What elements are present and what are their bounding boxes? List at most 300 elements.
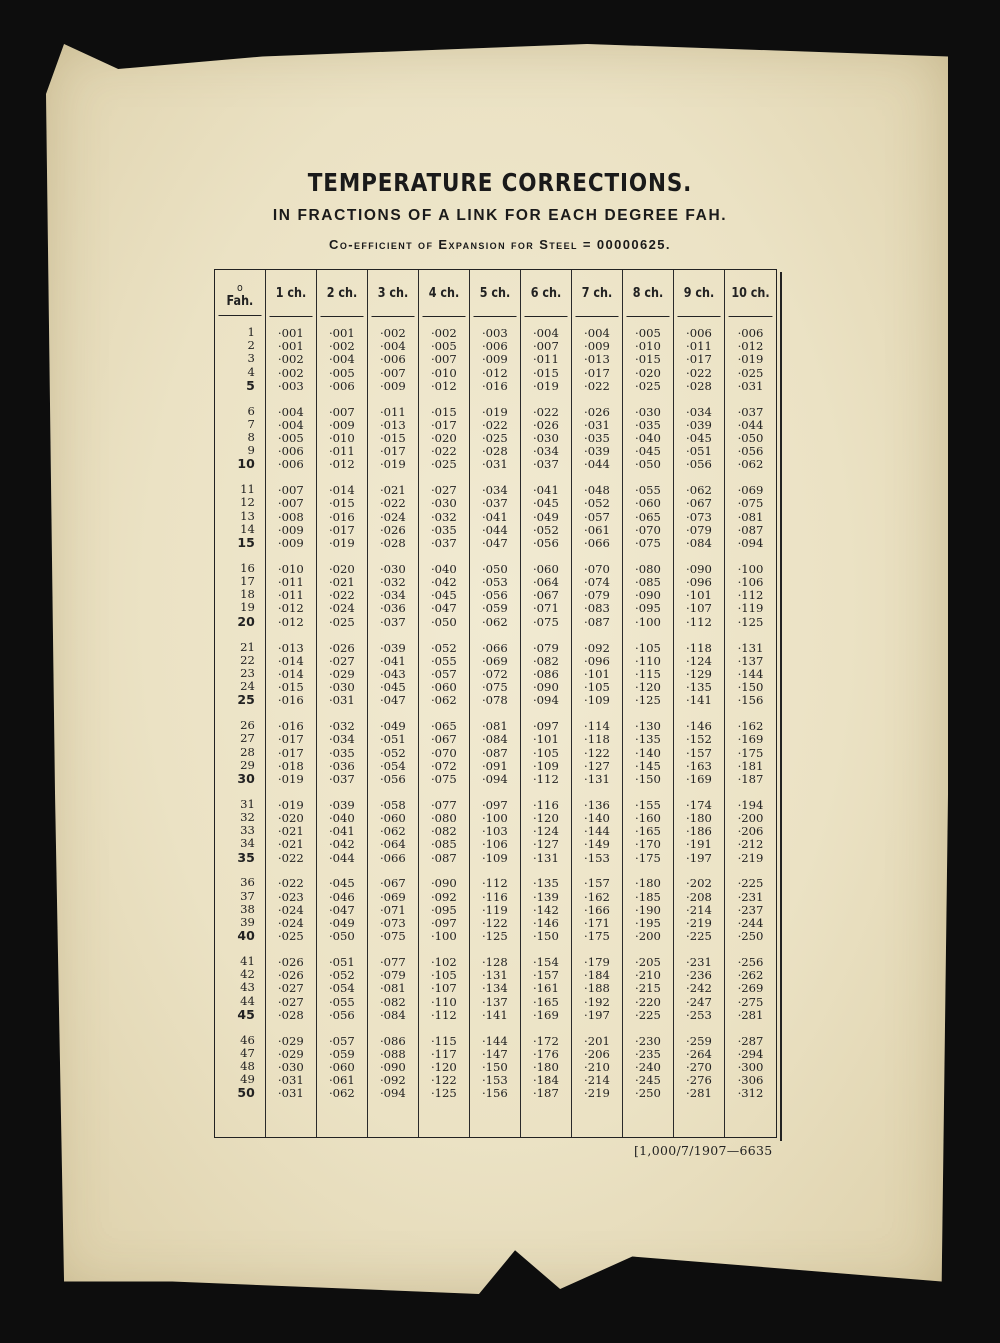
row-group xyxy=(317,484,367,550)
table-cell: ·075 xyxy=(635,536,661,550)
table-cell: ·015 xyxy=(430,404,457,419)
table-cell: ·006 xyxy=(737,326,764,340)
table-cell: ·119 xyxy=(481,902,508,917)
table-cell: ·031 xyxy=(328,693,355,708)
table-cell: ·230 xyxy=(635,1033,661,1048)
table-cell: ·050 xyxy=(430,614,457,629)
table-cell: ·004 xyxy=(379,339,406,354)
table-cell: ·157 xyxy=(584,876,610,891)
table-cell: ·152 xyxy=(686,732,712,747)
table-cell: ·015 xyxy=(635,352,661,367)
table-cell: ·047 xyxy=(328,902,355,917)
table-cell: ·002 xyxy=(379,326,406,340)
table-cell: ·022 xyxy=(328,588,355,603)
table-cell: ·026 xyxy=(379,522,406,537)
table-cell: ·022 xyxy=(481,417,508,432)
table-cell: ·144 xyxy=(737,666,764,681)
table-cell: ·083 xyxy=(584,601,610,616)
table-cell: ·007 xyxy=(277,483,304,498)
table-cell: ·030 xyxy=(533,431,559,445)
row-group xyxy=(572,956,622,1022)
table-cell: ·052 xyxy=(533,522,559,537)
row-group xyxy=(674,877,724,943)
row-group xyxy=(470,406,520,472)
table-cell: ·201 xyxy=(584,1033,610,1048)
table-cell: ·021 xyxy=(379,483,406,498)
row-group xyxy=(317,720,367,786)
table-cell: ·101 xyxy=(584,666,610,681)
corrections-table xyxy=(214,269,777,1138)
table-cell: ·070 xyxy=(635,522,661,537)
row-group xyxy=(725,877,776,943)
table-cell: ·056 xyxy=(686,457,712,472)
table-cell: ·100 xyxy=(430,929,457,944)
table-cell: ·250 xyxy=(635,1086,661,1101)
table-cell: ·017 xyxy=(277,732,304,747)
table-cell: ·006 xyxy=(277,457,304,472)
fah-cell: 23 xyxy=(240,665,255,680)
table-cell: ·060 xyxy=(379,810,406,825)
row-group xyxy=(521,327,571,393)
table-cell: ·171 xyxy=(584,915,610,930)
table-cell: ·225 xyxy=(737,876,764,891)
row-group xyxy=(419,563,469,629)
table-cell: ·039 xyxy=(328,797,355,812)
row-group xyxy=(623,1035,673,1101)
table-cell: ·179 xyxy=(584,955,610,969)
fah-cell: 2 xyxy=(247,338,255,353)
row-group xyxy=(368,1035,418,1101)
table-cell: ·041 xyxy=(328,824,355,839)
table-cell: ·206 xyxy=(584,1046,610,1061)
table-cell: ·200 xyxy=(635,929,661,944)
table-cell: ·127 xyxy=(584,758,610,773)
row-group xyxy=(521,563,571,629)
table-cell: ·019 xyxy=(277,797,304,812)
table-cell: ·055 xyxy=(430,653,457,668)
table-cell: ·105 xyxy=(584,680,610,695)
table-cell: ·067 xyxy=(533,588,559,603)
row-group xyxy=(266,720,316,786)
column-header: 7 ch. xyxy=(575,270,618,317)
row-group xyxy=(368,956,418,1022)
table-cell: ·078 xyxy=(481,693,508,708)
table-cell: ·136 xyxy=(584,797,610,812)
row-group xyxy=(623,484,673,550)
table-cell: ·077 xyxy=(430,797,457,812)
table-cell: ·055 xyxy=(328,994,355,1009)
table-cell: ·034 xyxy=(533,444,559,459)
table-cell: ·022 xyxy=(686,365,712,380)
table-cell: ·090 xyxy=(686,561,712,576)
table-cell: ·042 xyxy=(430,575,457,590)
row-group xyxy=(317,642,367,708)
table-cell: ·122 xyxy=(584,745,610,760)
table-cell: ·144 xyxy=(584,824,610,839)
table-cell: ·064 xyxy=(379,837,406,852)
table-cell: ·031 xyxy=(277,1073,304,1088)
row-group xyxy=(368,327,418,393)
table-cell: ·066 xyxy=(584,536,610,550)
table-cell: ·062 xyxy=(379,824,406,839)
table-cell: ·212 xyxy=(737,837,764,852)
table-cell: ·046 xyxy=(328,889,355,904)
table-cell: ·169 xyxy=(533,1007,559,1022)
table-cell: ·024 xyxy=(328,601,355,616)
table-cell: ·034 xyxy=(379,588,406,603)
table-cell: ·012 xyxy=(481,365,508,380)
table-cell: ·095 xyxy=(635,601,661,616)
row-group xyxy=(521,956,571,1022)
table-cell: ·082 xyxy=(430,824,457,839)
table-cell: ·037 xyxy=(379,614,406,629)
table-cell: ·137 xyxy=(481,994,508,1009)
table-cell: ·131 xyxy=(533,850,559,865)
table-cell: ·161 xyxy=(533,981,559,996)
table-cell: ·011 xyxy=(277,575,304,590)
table-cell: ·187 xyxy=(533,1086,559,1101)
fah-cell: 33 xyxy=(240,823,255,838)
table-cell: ·029 xyxy=(328,666,355,681)
table-cell: ·253 xyxy=(686,1007,712,1022)
fah-cell: 44 xyxy=(240,993,255,1008)
table-cell: ·153 xyxy=(584,850,610,865)
row-group xyxy=(470,642,520,708)
row-group xyxy=(674,720,724,786)
table-cell: ·031 xyxy=(481,457,508,472)
table-cell: ·019 xyxy=(533,378,559,393)
table-cell: ·015 xyxy=(328,496,355,511)
table-cell: ·061 xyxy=(584,522,610,537)
table-cell: ·049 xyxy=(328,915,355,930)
table-cell: ·022 xyxy=(430,444,457,459)
table-cell: ·156 xyxy=(481,1086,508,1101)
table-cell: ·010 xyxy=(430,365,457,380)
table-cell: ·135 xyxy=(635,732,661,747)
row-group xyxy=(215,562,265,628)
table-cell: ·022 xyxy=(584,378,610,393)
table-cell: ·245 xyxy=(635,1073,661,1088)
table-cell: ·101 xyxy=(533,732,559,747)
table-cell: ·109 xyxy=(533,758,559,773)
row-group xyxy=(215,641,265,707)
table-cell: ·035 xyxy=(430,522,457,537)
table-cell: ·035 xyxy=(635,417,661,432)
table-cell: ·135 xyxy=(686,680,712,695)
row-group xyxy=(623,799,673,865)
row-group xyxy=(470,563,520,629)
table-cell: ·242 xyxy=(686,981,712,996)
table-cell: ·025 xyxy=(430,457,457,472)
table-cell: ·032 xyxy=(379,575,406,590)
table-cell: ·047 xyxy=(379,693,406,708)
table-cell: ·041 xyxy=(533,483,559,498)
column-header: 10 ch. xyxy=(729,270,773,317)
table-cell: ·175 xyxy=(737,745,764,760)
fah-cell: 5 xyxy=(246,377,255,393)
table-cell: ·262 xyxy=(737,968,764,983)
coefficient-text: Co-efficient of Expansion for Steel = 00000625. xyxy=(329,237,671,252)
row-group xyxy=(419,1035,469,1101)
row-group xyxy=(725,327,776,393)
table-cell: ·062 xyxy=(686,483,712,498)
table-cell: ·047 xyxy=(430,601,457,616)
table-cell: ·009 xyxy=(481,352,508,367)
table-cell: ·042 xyxy=(328,837,355,852)
table-cell: ·214 xyxy=(686,902,712,917)
table-cell: ·259 xyxy=(686,1033,712,1048)
row-group xyxy=(368,642,418,708)
table-cell: ·139 xyxy=(533,889,559,904)
table-cell: ·024 xyxy=(277,915,304,930)
row-group xyxy=(419,642,469,708)
table-cell: ·005 xyxy=(277,431,304,445)
table-cell: ·147 xyxy=(481,1046,508,1061)
row-group xyxy=(317,799,367,865)
table-cell: ·030 xyxy=(328,680,355,695)
table-cell: ·100 xyxy=(481,810,508,825)
fah-cell: 40 xyxy=(237,928,255,944)
table-cell: ·030 xyxy=(379,561,406,576)
table-cell: ·085 xyxy=(635,575,661,590)
table-cell: ·075 xyxy=(533,614,559,629)
table-cell: ·012 xyxy=(430,378,457,393)
table-cell: ·090 xyxy=(379,1060,406,1074)
table-cell: ·002 xyxy=(430,326,457,340)
row-group xyxy=(572,720,622,786)
table-cell: ·011 xyxy=(686,339,712,354)
table-cell: ·080 xyxy=(430,810,457,825)
table-cell: ·109 xyxy=(584,693,610,708)
table-cell: ·065 xyxy=(635,509,661,524)
table-cell: ·115 xyxy=(635,666,661,681)
table-cell: ·013 xyxy=(584,352,610,367)
table-cell: ·022 xyxy=(277,850,304,865)
table-cell: ·125 xyxy=(635,693,661,708)
table-cell: ·071 xyxy=(379,902,406,917)
column-values xyxy=(266,317,316,1101)
table-cell: ·187 xyxy=(737,771,764,786)
table-cell: ·048 xyxy=(584,483,610,498)
fah-cell: 30 xyxy=(237,770,255,786)
column-values xyxy=(317,317,367,1101)
table-cell: ·154 xyxy=(533,955,559,969)
table-cell: ·235 xyxy=(635,1046,661,1061)
table-cell: ·072 xyxy=(430,758,457,773)
table-cell: ·112 xyxy=(737,588,764,603)
row-group xyxy=(215,876,265,942)
column-values xyxy=(674,317,724,1101)
table-cell: ·287 xyxy=(737,1033,764,1048)
table-cell: ·011 xyxy=(277,588,304,603)
fah-cell: 28 xyxy=(240,744,255,759)
table-cell: ·115 xyxy=(430,1033,457,1048)
table-cell: ·036 xyxy=(379,601,406,616)
table-cell: ·027 xyxy=(328,653,355,668)
table-cell: ·106 xyxy=(481,837,508,852)
table-cell: ·141 xyxy=(481,1007,508,1022)
table-cell: ·114 xyxy=(584,719,610,734)
table-cell: ·150 xyxy=(481,1060,508,1074)
table-cell: ·231 xyxy=(737,889,764,904)
table-cell: ·181 xyxy=(737,758,764,773)
table-cell: ·087 xyxy=(584,614,610,629)
table-cell: ·037 xyxy=(481,496,508,511)
table-cell: ·090 xyxy=(430,876,457,891)
table-cell: ·004 xyxy=(533,326,559,340)
table-cell: ·006 xyxy=(379,352,406,367)
row-group xyxy=(317,877,367,943)
table-cell: ·041 xyxy=(379,653,406,668)
table-cell: ·145 xyxy=(635,758,661,773)
table-cell: ·012 xyxy=(277,601,304,616)
row-group xyxy=(368,799,418,865)
table-cell: ·200 xyxy=(737,810,764,825)
row-group xyxy=(572,877,622,943)
table-cell: ·219 xyxy=(737,850,764,865)
table-cell: ·175 xyxy=(635,850,661,865)
table-cell: ·011 xyxy=(533,352,559,367)
row-group xyxy=(725,720,776,786)
table-cell: ·043 xyxy=(379,666,406,681)
table-cell: ·202 xyxy=(686,876,712,891)
table-cell: ·006 xyxy=(328,378,355,393)
table-cell: ·135 xyxy=(533,876,559,891)
table-cell: ·001 xyxy=(277,326,304,340)
table-cell: ·010 xyxy=(277,561,304,576)
fah-cell: 43 xyxy=(240,980,255,995)
table-cell: ·037 xyxy=(328,771,355,786)
table-cell: ·208 xyxy=(686,889,712,904)
row-group xyxy=(215,405,265,471)
table-cell: ·049 xyxy=(533,509,559,524)
table-cell: ·066 xyxy=(481,640,508,655)
table-cell: ·105 xyxy=(635,640,661,655)
table-cell: ·210 xyxy=(635,968,661,983)
table-cell: ·162 xyxy=(737,719,764,734)
row-group xyxy=(470,720,520,786)
table-cell: ·031 xyxy=(737,378,764,393)
table-cell: ·077 xyxy=(379,955,406,969)
table-cell: ·157 xyxy=(686,745,712,760)
table-cell: ·028 xyxy=(481,444,508,459)
table-cell: ·060 xyxy=(430,680,457,695)
table-cell: ·079 xyxy=(533,640,559,655)
table-cell: ·125 xyxy=(481,929,508,944)
table-cell: ·014 xyxy=(277,653,304,668)
table-cell: ·027 xyxy=(430,483,457,498)
table-cell: ·166 xyxy=(584,902,610,917)
table-cell: ·013 xyxy=(379,417,406,432)
table-cell: ·062 xyxy=(328,1086,355,1101)
row-group xyxy=(725,799,776,865)
table-cell: ·085 xyxy=(430,837,457,852)
row-group xyxy=(521,799,571,865)
table-cell: ·116 xyxy=(533,797,559,812)
table-cell: ·028 xyxy=(686,378,712,393)
table-cell: ·019 xyxy=(277,771,304,786)
table-cell: ·107 xyxy=(430,981,457,996)
column-header: 9 ch. xyxy=(677,270,720,317)
table-cell: ·105 xyxy=(430,968,457,983)
table-cell: ·030 xyxy=(430,496,457,511)
table-cell: ·062 xyxy=(481,614,508,629)
table-cell: ·026 xyxy=(584,404,610,419)
table-cell: ·039 xyxy=(379,640,406,655)
row-group xyxy=(674,406,724,472)
row-group xyxy=(215,1034,265,1100)
table-cell: ·312 xyxy=(737,1086,764,1101)
table-cell: ·021 xyxy=(277,824,304,839)
row-group xyxy=(266,956,316,1022)
row-group xyxy=(419,484,469,550)
table-cell: ·026 xyxy=(277,968,304,983)
row-group xyxy=(419,327,469,393)
table-cell: ·110 xyxy=(635,653,661,668)
table-cell: ·041 xyxy=(481,509,508,524)
fah-cell: 50 xyxy=(237,1085,255,1101)
table-cell: ·069 xyxy=(379,889,406,904)
fah-cell: 24 xyxy=(240,679,255,694)
table-cell: ·106 xyxy=(737,575,764,590)
row-group xyxy=(266,877,316,943)
row-group xyxy=(419,406,469,472)
table-cell: ·215 xyxy=(635,981,661,996)
row-group xyxy=(725,484,776,550)
table-cell: ·005 xyxy=(430,339,457,354)
table-cell: ·017 xyxy=(328,522,355,537)
table-cell: ·112 xyxy=(533,771,559,786)
table-cell: ·075 xyxy=(737,496,764,511)
column-header: 6 ch. xyxy=(524,270,567,317)
column-values xyxy=(623,317,673,1101)
table-cell: ·086 xyxy=(533,666,559,681)
table-cell: ·079 xyxy=(379,968,406,983)
fah-cell: 35 xyxy=(237,849,255,865)
table-cell: ·030 xyxy=(277,1060,304,1074)
fah-cell: 13 xyxy=(240,508,255,523)
table-cell: ·028 xyxy=(379,536,406,550)
fah-cell: 19 xyxy=(240,600,255,615)
table-cell: ·014 xyxy=(277,666,304,681)
table-cell: ·025 xyxy=(635,378,661,393)
table-cell: ·016 xyxy=(328,509,355,524)
table-cell: ·054 xyxy=(328,981,355,996)
row-group xyxy=(521,1035,571,1101)
table-cell: ·062 xyxy=(430,693,457,708)
table-cell: ·062 xyxy=(737,457,764,472)
table-cell: ·071 xyxy=(533,601,559,616)
table-cell: ·051 xyxy=(328,955,355,969)
table-cell: ·031 xyxy=(277,1086,304,1101)
table-cell: ·020 xyxy=(277,810,304,825)
table-cell: ·156 xyxy=(737,693,764,708)
table-cell: ·150 xyxy=(635,771,661,786)
table-cell: ·039 xyxy=(584,444,610,459)
fah-cell: 48 xyxy=(240,1059,255,1073)
table-cell: ·010 xyxy=(328,431,355,445)
table-cell: ·184 xyxy=(533,1073,559,1088)
table-cell: ·016 xyxy=(277,719,304,734)
table-cell: ·194 xyxy=(737,797,764,812)
table-cell: ·186 xyxy=(686,824,712,839)
table-cell: ·028 xyxy=(277,1007,304,1022)
table-cell: ·163 xyxy=(686,758,712,773)
table-cell: ·019 xyxy=(737,352,764,367)
table-cell: ·141 xyxy=(686,693,712,708)
row-group xyxy=(674,327,724,393)
table-cell: ·176 xyxy=(533,1046,559,1061)
